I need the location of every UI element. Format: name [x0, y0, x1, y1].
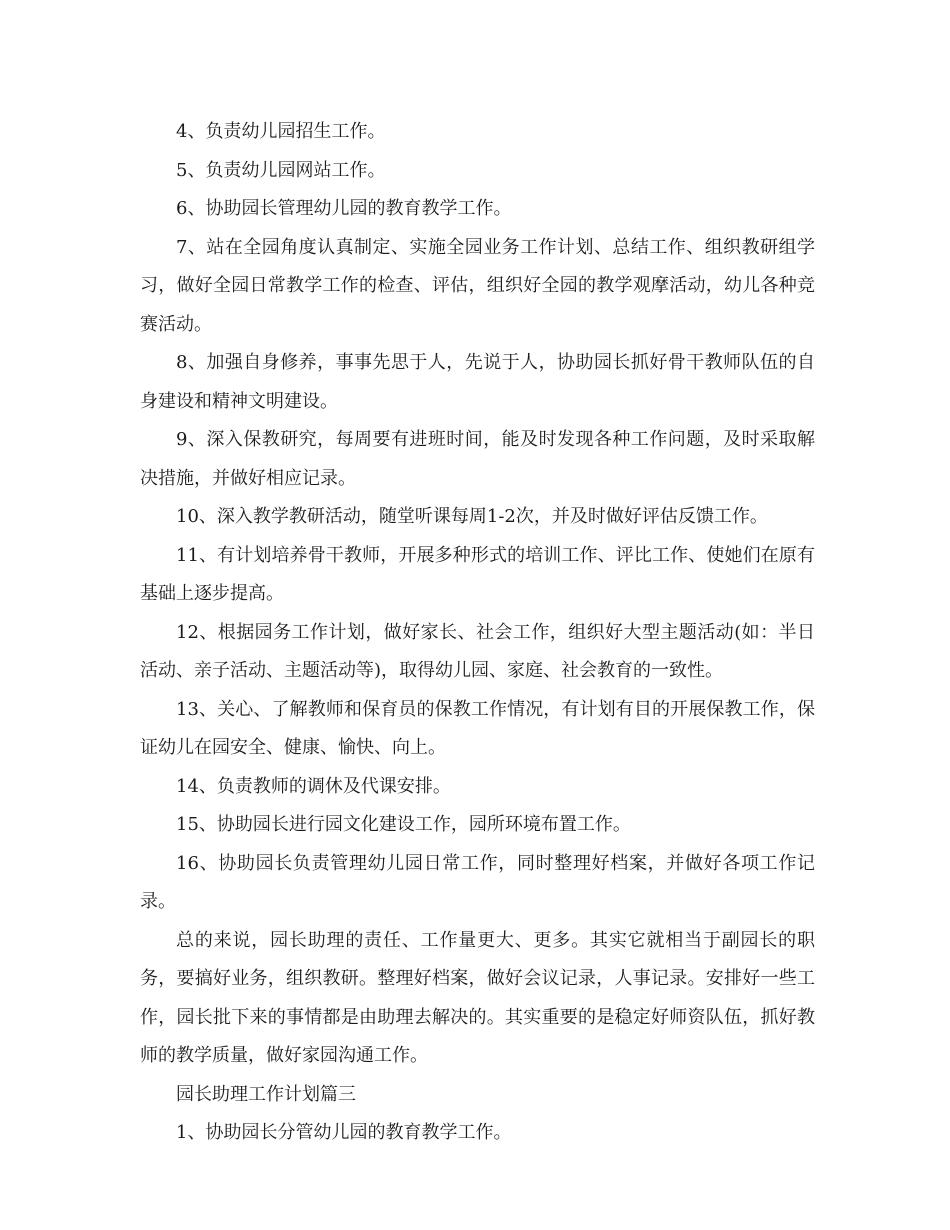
section-heading: 园长助理工作计划篇三 — [176, 1083, 356, 1105]
paragraph-item-11: 11、有计划培养骨干教师，开展多种形式的培训工作、评比工作、使她们在原有基础上逐步提高。 — [140, 544, 815, 604]
paragraph-item-7: 7、站在全园角度认真制定、实施全园业务工作计划、总结工作、组织教研组学习，做好全园日常教学工作的检查、评估，组织好全园的教学观摩活动，幼儿各种竞赛活动。 — [140, 236, 815, 335]
paragraph-item-4: 4、负责幼儿园招生工作。 — [176, 121, 386, 142]
paragraph-item-14: 14、负责教师的调休及代课安排。 — [176, 775, 451, 797]
paragraph-item-16: 16、协助园长负责管理幼儿园日常工作，同时整理好档案，并做好各项工作记录。 — [140, 852, 815, 912]
paragraph-item-13: 13、关心、了解教师和保育员的保教工作情况，有计划有目的开展保教工作，保证幼儿在园安全、健康、愉快、向上。 — [140, 698, 815, 758]
paragraph-item-1: 1、协助园长分管幼儿园的教育教学工作。 — [176, 1122, 512, 1143]
paragraph-item-6: 6、协助园长管理幼儿园的教育教学工作。 — [176, 198, 512, 219]
paragraph-item-10: 10、深入教学教研活动，随堂听课每周1-2次，并及时做好评估反馈工作。 — [176, 506, 768, 527]
paragraph-item-15: 15、协助园长进行园文化建设工作，园所环境布置工作。 — [176, 814, 631, 835]
paragraph-item-5: 5、负责幼儿园网站工作。 — [176, 159, 386, 181]
summary-paragraph: 总的来说，园长助理的责任、工作量更大、更多。其实它就相当于副园长的职务，要搞好业务，组织教研。整理好档案，做好会议记录，人事记录。安排好一些工作，园长批下来的事情都是由助理去解决的。其实重要的是稳定好师资队伍，抓好教师的教学质量，做好家园沟通工作。 — [140, 929, 815, 1066]
paragraph-item-12: 12、根据园务工作计划，做好家长、社会工作，组织好大型主题活动(如：半日活动、亲子活动、主题活动等)，取得幼儿园、家庭、社会教育的一致性。 — [140, 621, 815, 681]
paragraph-item-8: 8、加强自身修养，事事先思于人，先说于人，协助园长抓好骨干教师队伍的自身建设和精神文明建设。 — [140, 352, 815, 412]
document-body — [140, 113, 815, 1153]
paragraph-item-9: 9、深入保教研究，每周要有进班时间，能及时发现各种工作问题，及时采取解决措施，并做好相应记录。 — [140, 429, 815, 489]
